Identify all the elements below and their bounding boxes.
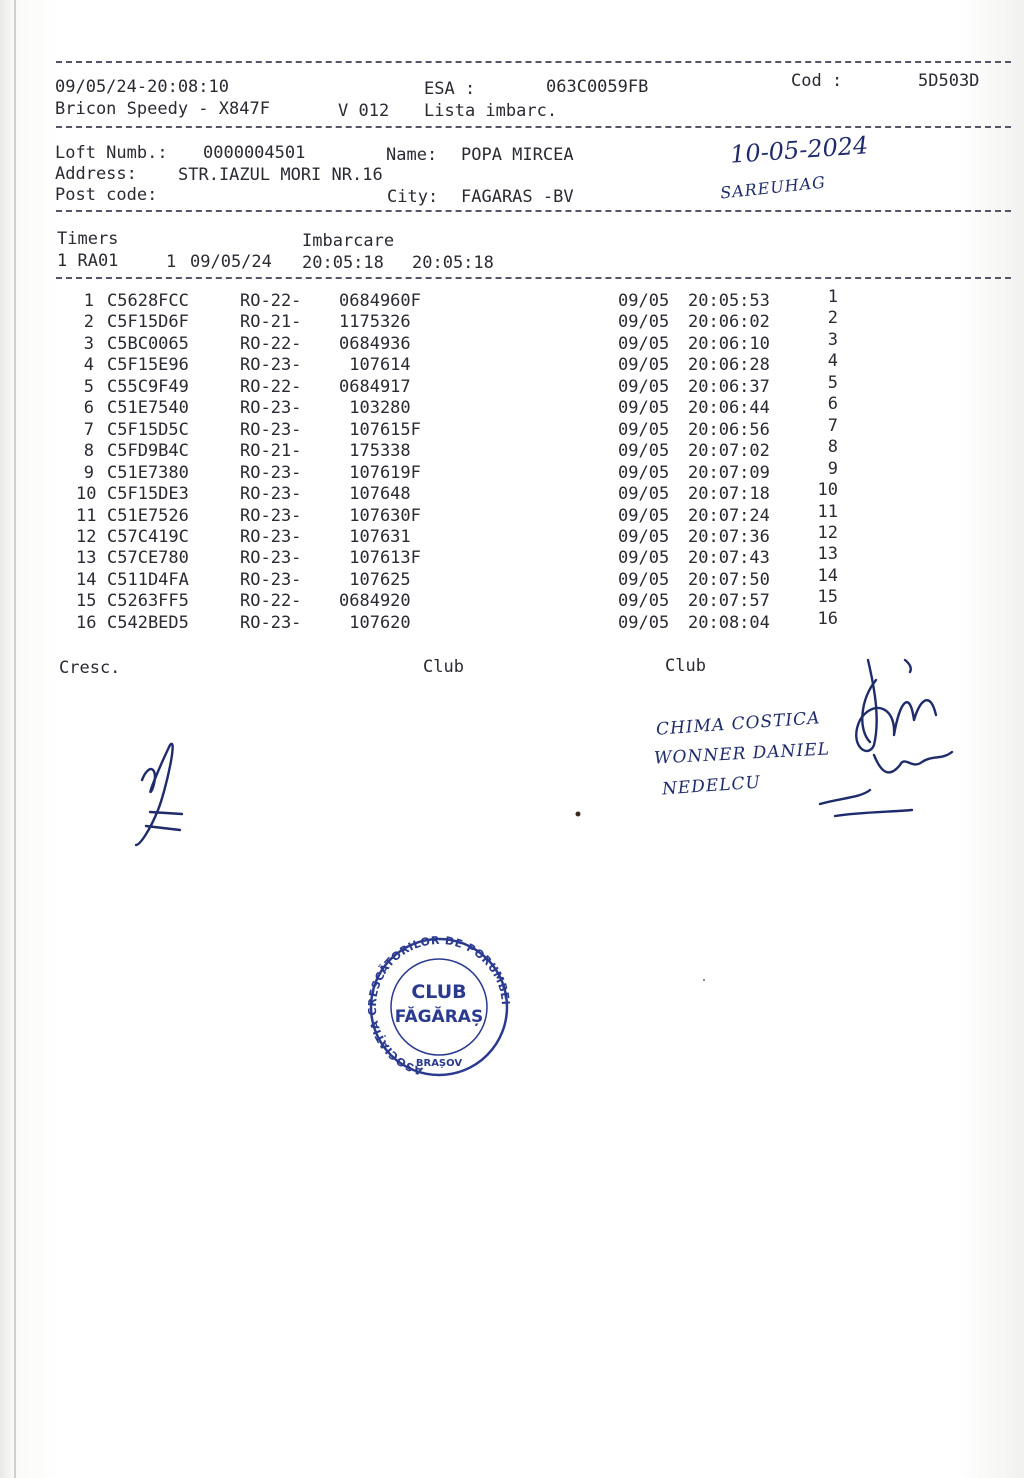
row-chip: C55C9F49 xyxy=(107,376,189,397)
row-position: 3 xyxy=(827,329,838,350)
row-chip: C5F15D5C xyxy=(107,419,189,440)
row-index: 7 xyxy=(83,419,94,440)
row-position: 16 xyxy=(817,608,838,629)
row-chip: C5FD9B4C xyxy=(107,441,189,462)
row-ring-prefix: RO-23- xyxy=(240,569,302,590)
handwritten-place: SAREUHAG xyxy=(719,172,827,203)
row-position: 5 xyxy=(827,372,838,393)
row-time: 20:07:57 xyxy=(688,591,770,612)
row-chip: C5263FF5 xyxy=(107,591,189,612)
cod-label: Cod : xyxy=(791,71,843,91)
name-value: POPA MIRCEA xyxy=(461,145,574,165)
signature-left xyxy=(136,744,173,845)
city-value: FAGARAS -BV xyxy=(461,187,574,207)
row-ring-number: 107613F xyxy=(339,548,421,569)
row-ring-prefix: RO-21- xyxy=(240,312,302,333)
row-index: 16 xyxy=(76,612,97,633)
row-position: 10 xyxy=(817,480,838,501)
row-time: 20:07:02 xyxy=(688,441,770,462)
handwritten-date: 10-05-2024 xyxy=(729,131,870,169)
timer-time-2: 20:05:18 xyxy=(412,253,494,273)
row-position: 12 xyxy=(817,522,838,543)
row-time: 20:08:04 xyxy=(688,612,770,633)
club-label-1: Club xyxy=(423,657,464,677)
row-time: 20:07:43 xyxy=(688,548,770,569)
esa-label: ESA : xyxy=(424,79,476,99)
cod-value: 5D503D xyxy=(918,71,980,91)
row-chip: C5F15E96 xyxy=(107,355,189,376)
address-label: Address: xyxy=(55,164,137,184)
row-position: 4 xyxy=(827,351,838,372)
row-index: 15 xyxy=(76,591,97,612)
row-ring-number: 107648 xyxy=(339,484,411,505)
row-date: 09/05 xyxy=(618,548,670,569)
timer-count: 1 xyxy=(166,252,177,272)
row-ring-number: 0684960F xyxy=(339,291,421,311)
row-time: 20:06:02 xyxy=(688,312,770,333)
row-index: 3 xyxy=(83,333,94,354)
row-time: 20:06:10 xyxy=(688,333,770,354)
row-time: 20:06:44 xyxy=(688,398,770,419)
row-date: 09/05 xyxy=(618,398,670,419)
row-date: 09/05 xyxy=(618,376,670,397)
timer-date: 09/05/24 xyxy=(190,252,272,272)
official-name-1: CHIMA COSTICA xyxy=(655,708,822,740)
row-date: 09/05 xyxy=(618,526,670,547)
row-ring-prefix: RO-23- xyxy=(240,505,302,526)
row-date: 09/05 xyxy=(618,419,670,440)
club-label-2: Club xyxy=(665,656,706,676)
row-ring-number: 0684920 xyxy=(339,591,411,612)
name-label: Name: xyxy=(386,145,438,165)
row-index: 9 xyxy=(83,462,94,483)
row-ring-prefix: RO-23- xyxy=(240,526,302,547)
row-time: 20:06:37 xyxy=(688,376,770,397)
list-title: Lista imbarc. xyxy=(424,101,558,121)
row-ring-prefix: RO-23- xyxy=(240,612,302,633)
signature-right-3 xyxy=(820,790,912,816)
row-time: 20:06:56 xyxy=(688,419,770,440)
row-chip: C5F15DE3 xyxy=(107,484,189,505)
device-version: V 012 xyxy=(338,101,390,121)
row-index: 1 xyxy=(83,291,94,311)
print-datetime: 09/05/24-20:08:10 xyxy=(55,77,229,97)
row-ring-number: 0684936 xyxy=(339,333,411,354)
signature-right-1 xyxy=(856,660,936,751)
row-chip: C5F15D6F xyxy=(107,312,189,333)
official-name-2: WONNER DANIEL xyxy=(653,739,831,769)
stamp-city: FĂGĂRAȘ xyxy=(394,1007,484,1027)
row-time: 20:07:36 xyxy=(688,526,770,547)
row-ring-prefix: RO-22- xyxy=(240,591,302,612)
row-position: 8 xyxy=(827,437,838,458)
stamp-ring-text: ASOCIAȚIA CRESCĂTORILOR DE PORUMBEI xyxy=(365,933,513,1078)
row-ring-prefix: RO-23- xyxy=(240,484,302,505)
city-label: City: xyxy=(387,187,439,207)
row-date: 09/05 xyxy=(618,612,670,633)
row-index: 6 xyxy=(83,398,94,419)
row-position: 11 xyxy=(817,501,838,522)
row-time: 20:07:09 xyxy=(688,462,770,483)
row-ring-number: 107614 xyxy=(339,355,411,376)
official-name-3: NEDELCU xyxy=(661,772,762,800)
row-position: 2 xyxy=(827,308,838,329)
timer-time-1: 20:05:18 xyxy=(302,253,384,273)
row-position: 15 xyxy=(817,587,838,608)
row-time: 20:07:50 xyxy=(688,569,770,590)
device-name: Bricon Speedy - X847F xyxy=(55,99,270,119)
row-ring-number: 107630F xyxy=(339,505,421,526)
row-ring-number: 107615F xyxy=(339,419,421,440)
row-ring-number: 1175326 xyxy=(339,312,411,333)
row-chip: C57C419C xyxy=(107,526,189,547)
row-index: 12 xyxy=(76,526,97,547)
row-index: 13 xyxy=(76,548,97,569)
row-ring-number: 175338 xyxy=(339,441,411,462)
row-ring-number: 0684917 xyxy=(339,376,411,397)
row-time: 20:06:28 xyxy=(688,355,770,376)
row-date: 09/05 xyxy=(618,441,670,462)
row-position: 7 xyxy=(827,415,838,436)
loft-value: 0000004501 xyxy=(203,143,306,163)
row-chip: C542BED5 xyxy=(107,612,189,633)
row-index: 5 xyxy=(83,376,94,397)
loft-label: Loft Numb.: xyxy=(55,143,168,163)
row-position: 9 xyxy=(827,458,838,479)
row-chip: C51E7540 xyxy=(107,398,189,419)
signature-right-2 xyxy=(874,752,952,772)
row-time: 20:07:18 xyxy=(688,484,770,505)
row-date: 09/05 xyxy=(618,312,670,333)
row-ring-number: 107619F xyxy=(339,462,421,483)
cresc-label: Cresc. xyxy=(59,658,121,678)
row-ring-prefix: RO-22- xyxy=(240,333,302,354)
esa-value: 063C0059FB xyxy=(546,77,649,97)
row-ring-prefix: RO-23- xyxy=(240,548,302,569)
row-index: 4 xyxy=(83,355,94,376)
row-ring-prefix: RO-23- xyxy=(240,419,302,440)
row-index: 14 xyxy=(76,569,97,590)
row-date: 09/05 xyxy=(618,355,670,376)
row-position: 1 xyxy=(827,287,838,307)
row-position: 6 xyxy=(827,394,838,415)
address-value: STR.IAZUL MORI NR.16 xyxy=(178,165,383,185)
row-position: 14 xyxy=(817,565,838,586)
row-ring-prefix: RO-22- xyxy=(240,291,302,311)
timer-id: 1 RA01 xyxy=(57,251,119,271)
row-date: 09/05 xyxy=(618,291,670,311)
row-date: 09/05 xyxy=(618,484,670,505)
row-chip: C51E7380 xyxy=(107,462,189,483)
row-ring-prefix: RO-22- xyxy=(240,376,302,397)
row-ring-number: 107620 xyxy=(339,612,411,633)
row-chip: C511D4FA xyxy=(107,569,189,590)
row-ring-number: 107625 xyxy=(339,569,411,590)
row-date: 09/05 xyxy=(618,505,670,526)
row-index: 8 xyxy=(83,441,94,462)
postcode-label: Post code: xyxy=(55,185,158,205)
row-ring-number: 107631 xyxy=(339,526,411,547)
row-time: 20:07:24 xyxy=(688,505,770,526)
row-ring-prefix: RO-21- xyxy=(240,441,302,462)
row-chip: C5628FCC xyxy=(107,291,189,311)
row-position: 13 xyxy=(817,544,838,565)
row-chip: C5BC0065 xyxy=(107,333,189,354)
row-ring-prefix: RO-23- xyxy=(240,355,302,376)
row-index: 2 xyxy=(83,312,94,333)
row-chip: C51E7526 xyxy=(107,505,189,526)
row-time: 20:05:53 xyxy=(688,291,770,311)
svg-text:ASOCIAȚIA CRESCĂTORILOR DE POR xyxy=(366,934,512,1078)
row-chip: C57CE780 xyxy=(107,548,189,569)
row-date: 09/05 xyxy=(618,591,670,612)
club-stamp xyxy=(364,933,514,1078)
row-date: 09/05 xyxy=(618,333,670,354)
stamp-bottom: BRAȘOV xyxy=(415,1058,463,1069)
row-ring-prefix: RO-23- xyxy=(240,462,302,483)
row-index: 11 xyxy=(76,505,97,526)
row-date: 09/05 xyxy=(618,569,670,590)
timers-title: Timers xyxy=(57,229,119,249)
row-date: 09/05 xyxy=(618,462,670,483)
imbarcare-title: Imbarcare xyxy=(302,231,395,251)
row-index: 10 xyxy=(76,484,97,505)
stamp-club: CLUB xyxy=(411,981,467,1003)
row-ring-number: 103280 xyxy=(339,398,411,419)
row-ring-prefix: RO-23- xyxy=(240,398,302,419)
